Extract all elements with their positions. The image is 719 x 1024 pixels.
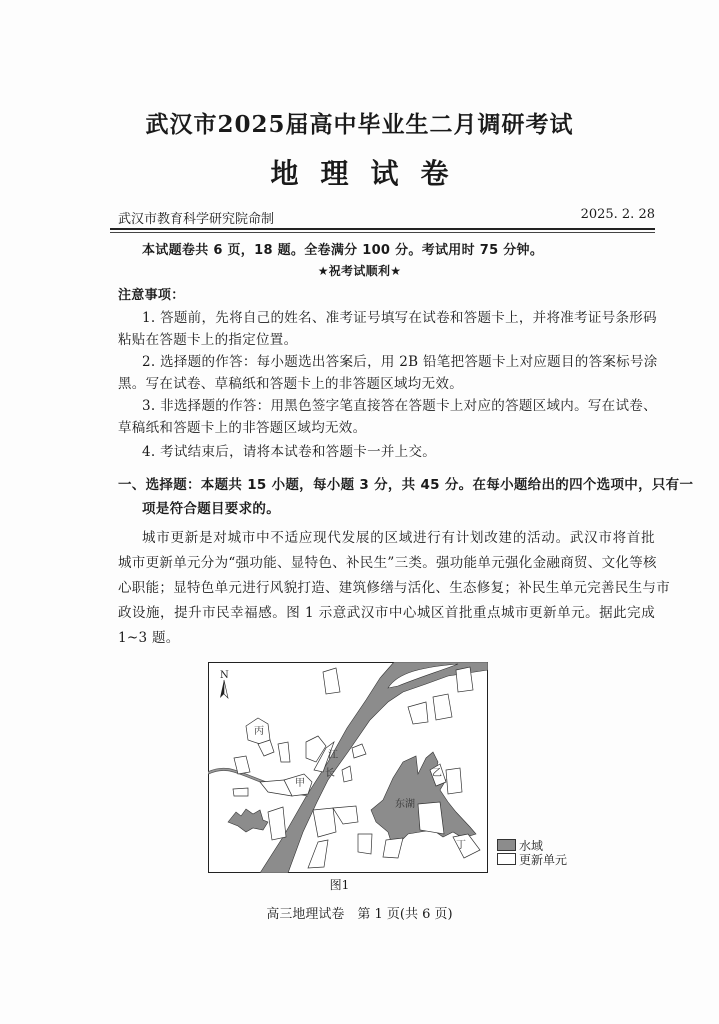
- label-chang: 长: [325, 768, 335, 779]
- passage-line: 1~3 题。: [118, 630, 180, 646]
- header-rule: [110, 228, 655, 230]
- organizer: 武汉市教育科学研究院命制: [118, 212, 275, 227]
- legend-renewal-label: 更新单元: [519, 852, 568, 867]
- passage-line: 城市更新单元分为“强功能、显特色、补民生”三类。强功能单元强化金融商贸、文化等核: [118, 555, 657, 571]
- good-luck: ★祝考试顺利★: [317, 264, 402, 278]
- renewal-swatch: [497, 853, 516, 865]
- header-rule-thin: [110, 232, 655, 233]
- note-line: 4. 考试结束后，请将本试卷和答题卡一并上交。: [142, 444, 437, 460]
- label-donghu: 东湖: [395, 799, 415, 810]
- note-line: 1. 答题前，先将自己的姓名、准考证号填写在试卷和答题卡上，并将准考证号条形码: [142, 310, 657, 326]
- note-line: 3. 非选择题的作答：用黑色签字笔直接答在答题卡上对应的答题区域内。写在试卷、: [142, 398, 657, 414]
- water-swatch: [497, 839, 516, 851]
- notes-heading: 注意事项：: [118, 288, 185, 303]
- note-line: 草稿纸和答题卡上的非答题区域均无效。: [118, 420, 367, 436]
- north-label: N: [220, 670, 229, 681]
- section-heading-cont: 项是符合题目要求的。: [142, 501, 280, 517]
- label-jiang: 江: [328, 750, 338, 761]
- legend-water-label: 水域: [519, 838, 544, 853]
- page-footer: 高三地理试卷 第 1 页(共 6 页): [266, 907, 453, 922]
- exam-summary: 本试题卷共 6 页，18 题。全卷满分 100 分。考试用时 75 分钟。: [142, 243, 544, 258]
- legend-renewal-unit: [497, 852, 567, 866]
- note-line: 粘贴在答题卡上的指定位置。: [118, 332, 298, 348]
- label-ding: 丁: [456, 840, 466, 851]
- exam-date: 2025. 2. 28: [580, 207, 655, 222]
- wuhan-urban-renewal-map: [208, 662, 488, 873]
- passage-line: 城市更新是对城市中不适应现代发展的区域进行有计划改建的活动。武汉市将首批: [142, 530, 655, 546]
- label-bing: 丙: [254, 726, 264, 737]
- label-yi: 乙: [432, 768, 442, 779]
- label-jia: 甲: [295, 778, 305, 789]
- subject-title: 地理试卷: [270, 157, 471, 190]
- note-line: 2. 选择题的作答：每小题选出答案后，用 2B 铅笔把答题卡上对应题目的答案标号涂: [142, 354, 658, 370]
- map-legend: [497, 838, 567, 866]
- exam-title: 武汉市2025届高中毕业生二月调研考试: [145, 111, 574, 138]
- note-line: 黑。写在试卷、草稿纸和答题卡上的非答题区域均无效。: [118, 376, 463, 392]
- passage-line: 心职能；显特色单元进行风貌打造、建筑修缮与活化、生态修复；补民生单元完善民生与市: [118, 580, 670, 596]
- figure-caption: 图1: [329, 878, 350, 892]
- passage-line: 政设施，提升市民幸福感。图 1 示意武汉市中心城区首批重点城市更新单元。据此完成: [118, 605, 655, 621]
- section-heading: 一、选择题：本题共 15 小题，每小题 3 分，共 45 分。在每小题给出的四个选项中，只有一: [118, 477, 694, 493]
